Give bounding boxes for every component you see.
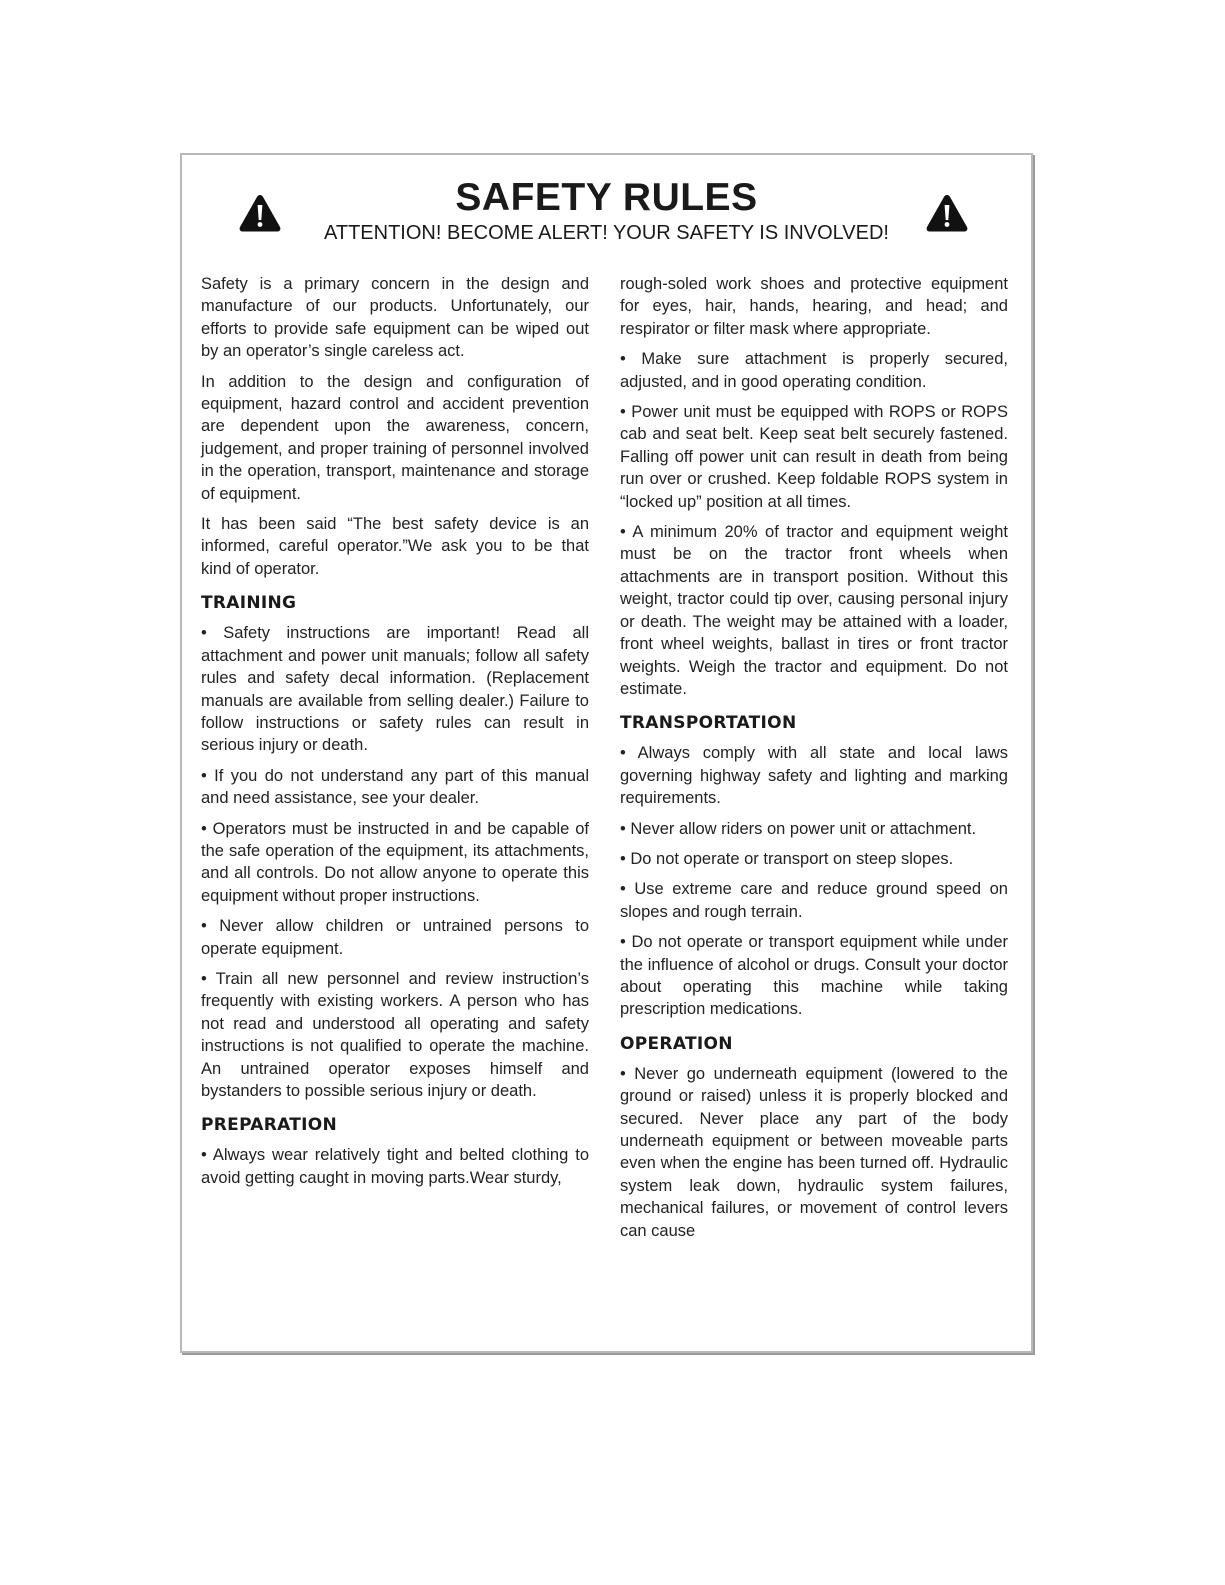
transportation-item: • Do not operate or transport on steep slopes. [620, 849, 954, 868]
intro-paragraph: In addition to the design and configuration of equipment, hazard control and accident prevention are dependent upon the awareness, concern, judgement, and proper training of personnel involved in the operation, transport, maintenance and storage of equipment. [201, 372, 589, 503]
section-heading-transportation: TRANSPORTATION [620, 713, 797, 734]
transportation-item: • Use extreme care and reduce ground speed on slopes and rough terrain. [620, 880, 1008, 921]
warning-triangle-icon [925, 193, 969, 233]
header [182, 177, 1031, 247]
safety-rules-page [180, 153, 1033, 1353]
intro-paragraph: Safety is a primary concern in the design and manufacture of our products. Unfortunately, our efforts to provide safe equipment can be wiped out by an operator’s single careless act. [201, 275, 589, 361]
right-column [620, 273, 1008, 1250]
training-item: • Operators must be instructed in and be capable of the safe operation of the equipment, its attachments, and all controls. Do not allow anyone to operate this equipment without proper instructions. [201, 819, 589, 905]
training-item: • Safety instructions are important! Read all attachment and power unit manuals; follow all safety rules and safety decal information. (Replacement manuals are available from selling dealer.) Failure to follow instructions or safety rules can result in serious injury or death. [201, 624, 589, 755]
operation-item: • Never go underneath equipment (lowered to the ground or raised) unless it is properly blocked and secured. Never place any part of the body underneath equipment or between moveable parts even when the engine has been turned off. Hydraulic system leak down, hydraulic system failures, mechanical failures, or movement of control levers can cause [620, 1064, 1008, 1240]
training-item: • Never allow children or untrained persons to operate equipment. [201, 917, 589, 958]
preparation-item: • Make sure attachment is properly secured, adjusted, and in good operating condition. [620, 350, 1008, 391]
section-heading-training: TRAINING [201, 593, 297, 614]
left-column [201, 273, 589, 1197]
preparation-item: • Power unit must be equipped with ROPS or ROPS cab and seat belt. Keep seat belt securely fastened. Falling off power unit can result in death from being run over or crushed. Keep foldable ROPS system in “locked up” position at all times. [620, 403, 1008, 511]
section-heading-preparation: PREPARATION [201, 1115, 338, 1136]
transportation-item: • Do not operate or transport equipment while under the influence of alcohol or drugs. Consult your doctor about operating this machine while taking prescription medications. [620, 933, 1008, 1019]
intro-paragraph: It has been said “The best safety device is an informed, careful operator.”We ask you to be that kind of operator. [201, 515, 589, 578]
training-item: • If you do not understand any part of this manual and need assistance, see your dealer. [201, 766, 589, 808]
preparation-item: • A minimum 20% of tractor and equipment weight must be on the tractor front wheels when attachments are in transport position. Without this weight, tractor could tip over, causing personal injury or death. The weight may be attained with a loader, front wheel weights, ballast in tires or front tractor weights. Weigh the tractor and equipment. Do not estimate. [620, 523, 1008, 698]
transportation-item: • Never allow riders on power unit or attachment. [620, 819, 977, 838]
training-item: • Train all new personnel and review instruction’s frequently with existing workers. A person who has not read and understood all operating and safety instructions is not qualified to operate the machine. An untrained operator exposes himself and bystanders to possible serious injury or death. [201, 969, 589, 1100]
preparation-item: rough-soled work shoes and protective equipment for eyes, hair, hands, hearing, and head; and respirator or filter mask where appropriate. [620, 275, 1008, 338]
section-heading-operation: OPERATION [620, 1033, 733, 1054]
page-title: SAFETY RULES [455, 176, 758, 219]
transportation-item: • Always comply with all state and local laws governing highway safety and lighting and marking requirements. [620, 744, 1008, 808]
preparation-item: • Always wear relatively tight and belted clothing to avoid getting caught in moving parts.Wear sturdy, [201, 1146, 589, 1187]
page-subtitle: ATTENTION! BECOME ALERT! YOUR SAFETY IS INVOLVED! [324, 222, 889, 244]
